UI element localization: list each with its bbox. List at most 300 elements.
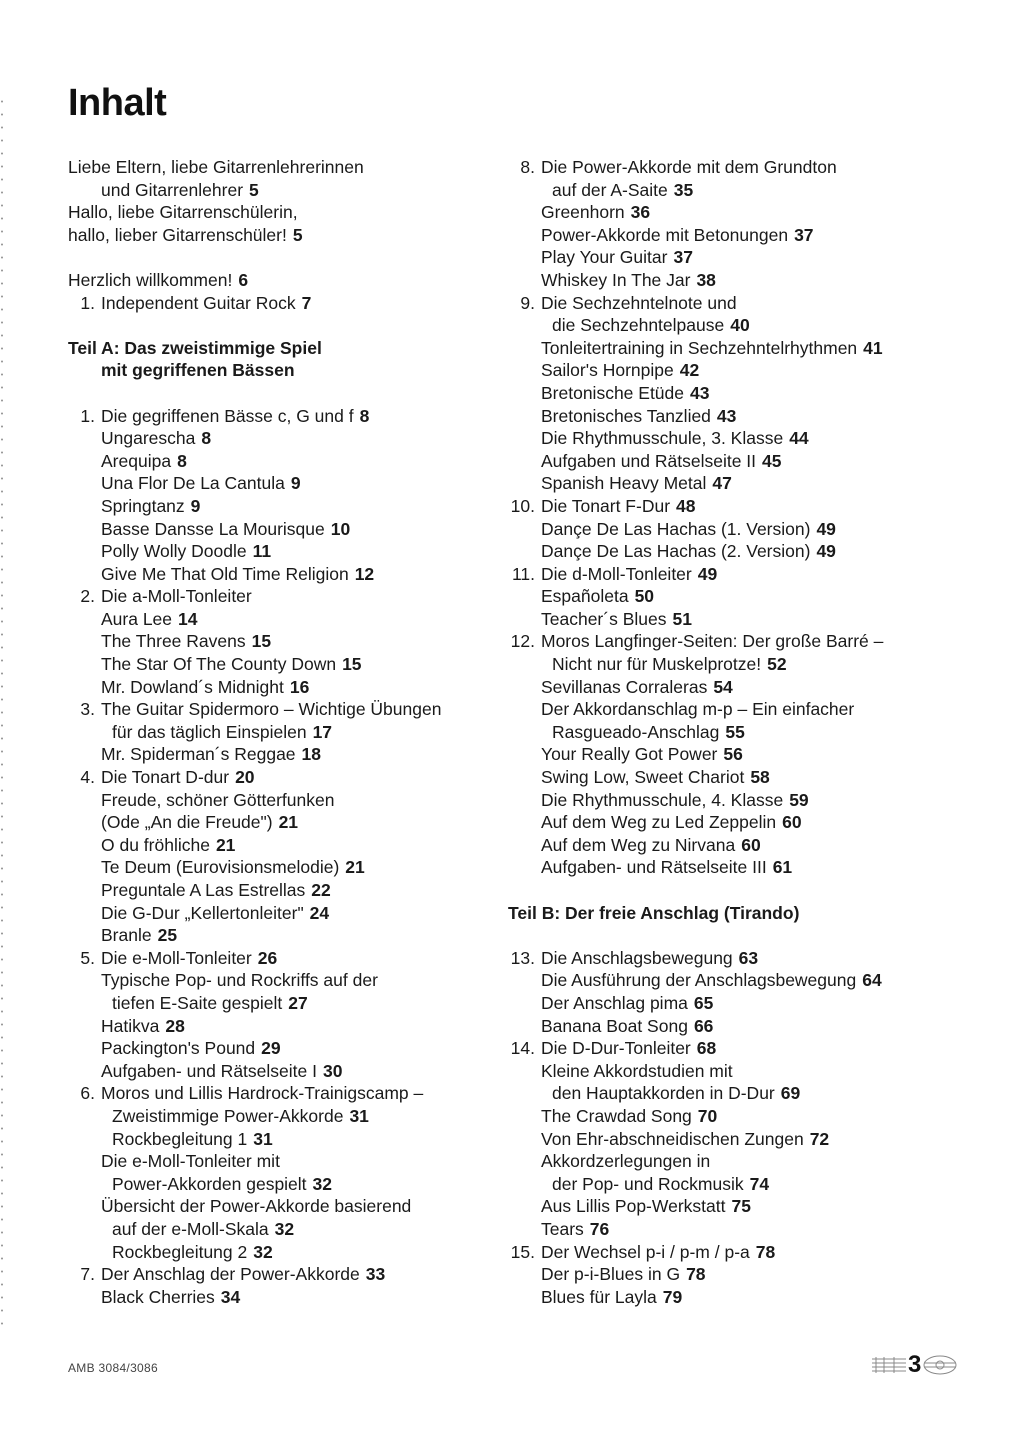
toc-entry-title xyxy=(541,382,709,405)
toc-page-number: 78 xyxy=(755,1241,776,1262)
toc-entry xyxy=(508,518,978,541)
toc-entry-label: Tonleitertraining in Sechzehntelrhythmen xyxy=(541,337,858,358)
toc-entry xyxy=(68,518,488,541)
toc-entry xyxy=(68,1173,488,1196)
toc-entry-label: Die e-Moll-Tonleiter mit xyxy=(101,1151,280,1172)
toc-entry xyxy=(68,811,488,834)
toc-entry-title xyxy=(541,766,770,789)
toc-entry-title xyxy=(112,1241,273,1264)
toc-entry-label: auf der A-Saite xyxy=(552,179,668,200)
toc-entry-label: Die a-Moll-Tonleiter xyxy=(101,586,252,607)
toc-entry xyxy=(508,608,978,631)
toc-entry-title xyxy=(541,359,699,382)
toc-entry xyxy=(508,947,978,970)
toc-page-number: 55 xyxy=(725,721,745,742)
toc-entry-label: mit gegriffenen Bässen xyxy=(101,360,295,381)
toc-entry-title xyxy=(101,902,329,925)
toc-entry xyxy=(508,359,978,382)
toc-entry-label: Moros Langfinger-Seiten: Der große Barré – xyxy=(541,631,884,652)
toc-entry-number: 6. xyxy=(80,1083,95,1104)
toc-entry-label: Dançe De Las Hachas (2. Version) xyxy=(541,541,811,562)
toc-entry-title xyxy=(101,1037,281,1060)
toc-entry xyxy=(68,156,488,179)
toc-entry-label: Teil A: Das zweistimmige Spiel xyxy=(68,337,322,358)
toc-entry xyxy=(68,1241,488,1264)
toc-entry-label: Die e-Moll-Tonleiter xyxy=(101,947,252,968)
toc-entry xyxy=(68,947,488,970)
toc-entry-label: Sevillanas Corraleras xyxy=(541,676,708,697)
toc-entry xyxy=(68,721,488,744)
toc-entry-label: Liebe Eltern, liebe Gitarrenlehrerinnen xyxy=(68,157,364,177)
toc-entry-title xyxy=(541,1218,609,1241)
toc-entry-title xyxy=(112,1218,294,1241)
toc-entry xyxy=(68,269,488,292)
toc-entry-title xyxy=(101,789,334,812)
spacer xyxy=(508,879,978,902)
toc-entry xyxy=(68,224,488,247)
toc-entry-title xyxy=(541,224,814,247)
toc-entry xyxy=(508,224,978,247)
toc-entry xyxy=(508,540,978,563)
toc-page-number: 50 xyxy=(634,586,655,607)
toc-page-number: 28 xyxy=(165,1015,185,1036)
toc-entry-label: Banana Boat Song xyxy=(541,1015,688,1036)
toc-entry-label: Power-Akkorden gespielt xyxy=(112,1173,307,1194)
toc-entry-label: Zweistimmige Power-Akkorde xyxy=(112,1105,344,1126)
page-number: 3 xyxy=(908,1351,922,1378)
toc-entry-title xyxy=(541,1286,682,1309)
toc-page-number: 24 xyxy=(309,902,330,923)
toc-entry-label: Aura Lee xyxy=(101,608,173,629)
toc-entry-number: 2. xyxy=(80,586,95,607)
toc-entry xyxy=(68,585,488,608)
toc-entry-title xyxy=(68,156,364,179)
toc-entry-title xyxy=(541,608,692,631)
toc-entry-label: auf der e-Moll-Skala xyxy=(112,1218,269,1239)
toc-entry-title xyxy=(541,1128,829,1151)
toc-entry-label: Nicht nur für Muskelprotze! xyxy=(552,654,762,675)
toc-entry-title xyxy=(541,1241,775,1264)
toc-entry-number: 1. xyxy=(80,405,95,426)
toc-entry xyxy=(508,1037,978,1060)
toc-entry-label: Der Wechsel p-i / p-m / p-a xyxy=(541,1241,750,1262)
toc-entry xyxy=(508,405,978,428)
toc-entry-label: tiefen E-Saite gespielt xyxy=(112,992,283,1013)
toc-entry-label: Die d-Moll-Tonleiter xyxy=(541,563,692,584)
toc-entry xyxy=(68,969,488,992)
toc-entry-label: Arequipa xyxy=(101,450,172,471)
toc-entry-title xyxy=(101,924,177,947)
toc-page-number: 54 xyxy=(713,676,733,697)
toc-entry xyxy=(68,1037,488,1060)
toc-entry-title xyxy=(101,1060,342,1083)
toc-entry xyxy=(508,427,978,450)
toc-entry xyxy=(68,924,488,947)
toc-entry-label: Die Ausführung der Anschlagsbewegung xyxy=(541,970,857,991)
toc-entry-label: Hatikva xyxy=(101,1015,160,1036)
toc-page-number: 30 xyxy=(322,1060,343,1081)
toc-entry-label: Die Rhythmusschule, 4. Klasse xyxy=(541,789,784,810)
toc-entry-title xyxy=(541,811,802,834)
toc-entry xyxy=(508,156,978,179)
toc-page-number: 65 xyxy=(693,992,714,1013)
toc-page-number: 37 xyxy=(673,247,693,268)
toc-page-number: 49 xyxy=(816,541,836,562)
toc-entry-label: The Three Ravens xyxy=(101,631,246,652)
toc-entry xyxy=(508,743,978,766)
toc-entry-label: Die G-Dur „Kellertonleiter" xyxy=(101,902,304,923)
toc-entry-label: Freude, schöner Götterfunken xyxy=(101,789,335,810)
toc-entry-title xyxy=(101,405,369,428)
toc-entry-title xyxy=(541,992,713,1015)
toc-entry-title xyxy=(541,201,650,224)
toc-entry-label: O du fröhliche xyxy=(101,834,210,855)
toc-page-number: 66 xyxy=(693,1015,714,1036)
toc-entry-title xyxy=(101,585,252,608)
toc-entry-label: Swing Low, Sweet Chariot xyxy=(541,767,745,788)
toc-entry xyxy=(68,1128,488,1151)
toc-entry-label: Españoleta xyxy=(541,586,629,607)
toc-entry xyxy=(68,405,488,428)
toc-page-number: 15 xyxy=(251,631,272,652)
toc-entry-title xyxy=(541,1105,717,1128)
toc-entry-label: Teacher´s Blues xyxy=(541,608,667,629)
toc-entry-label: Die Sechzehntelnote und xyxy=(541,292,737,313)
toc-entry-title xyxy=(541,969,882,992)
toc-entry-title xyxy=(541,676,733,699)
toc-entry-title xyxy=(101,472,301,495)
toc-entry-label: Herzlich willkommen! xyxy=(68,269,233,290)
spacer xyxy=(68,382,488,405)
toc-entry-number: 4. xyxy=(80,767,95,788)
toc-entry-label: Polly Wolly Doodle xyxy=(101,541,247,562)
toc-entry-label: Branle xyxy=(101,925,152,946)
toc-entry-title xyxy=(541,1037,716,1060)
toc-entry xyxy=(508,201,978,224)
toc-page-number: 75 xyxy=(731,1196,751,1217)
toc-entry-title xyxy=(101,766,255,789)
toc-entry xyxy=(508,653,978,676)
toc-entry-label: Hallo, liebe Gitarrenschülerin, xyxy=(68,202,298,223)
toc-entry xyxy=(68,698,488,721)
toc-entry-title xyxy=(68,337,322,360)
toc-entry-label: Auf dem Weg zu Led Zeppelin xyxy=(541,812,777,833)
toc-page-number: 72 xyxy=(809,1128,830,1149)
toc-entry-label: Die Tonart F-Dur xyxy=(541,495,671,516)
toc-entry-title xyxy=(112,1105,369,1128)
toc-entry xyxy=(508,563,978,586)
toc-page-number: 69 xyxy=(780,1083,801,1104)
toc-page-number: 10 xyxy=(330,518,351,539)
toc-entry-title xyxy=(541,427,809,450)
toc-entry xyxy=(68,1060,488,1083)
toc-entry xyxy=(508,721,978,744)
toc-left-column xyxy=(68,156,488,1308)
toc-entry-label: (Ode „An die Freude") xyxy=(101,812,273,833)
toc-page-number: 78 xyxy=(686,1264,706,1285)
toc-entry-label: Die Tonart D-dur xyxy=(101,767,230,788)
toc-right-column xyxy=(508,156,978,1308)
toc-entry xyxy=(508,1263,978,1286)
toc-page-number: 29 xyxy=(261,1038,281,1059)
toc-entry-title xyxy=(101,450,187,473)
toc-page-number: 31 xyxy=(253,1128,273,1149)
toc-entry-title xyxy=(68,224,303,247)
toc-entry-label: Übersicht der Power-Akkorde basierend xyxy=(101,1196,412,1217)
toc-page-number: 14 xyxy=(178,608,198,629)
page-number-badge xyxy=(870,1351,960,1379)
toc-entry xyxy=(508,789,978,812)
toc-entry xyxy=(508,1286,978,1309)
toc-entry-title xyxy=(541,156,837,179)
toc-entry-label: Packington's Pound xyxy=(101,1038,256,1059)
toc-entry-title xyxy=(541,246,693,269)
toc-entry-title xyxy=(101,563,374,586)
toc-entry xyxy=(68,1150,488,1173)
toc-entry-title xyxy=(101,1263,385,1286)
toc-entry xyxy=(68,834,488,857)
toc-entry-title xyxy=(541,518,836,541)
toc-entry-title xyxy=(101,1082,423,1105)
toc-entry-label: Kleine Akkordstudien mit xyxy=(541,1060,733,1081)
toc-entry-title xyxy=(541,1060,733,1083)
toc-entry-number: 1. xyxy=(80,292,95,313)
toc-entry-label: Play Your Guitar xyxy=(541,247,668,268)
toc-page-number: 12 xyxy=(354,563,375,584)
catalog-code: AMB 3084/3086 xyxy=(68,1361,158,1375)
toc-page-number: 36 xyxy=(630,202,651,223)
toc-entry xyxy=(68,743,488,766)
toc-entry-label: Aufgaben und Rätselseite II xyxy=(541,450,757,471)
toc-entry xyxy=(68,1195,488,1218)
toc-section-heading xyxy=(68,359,488,382)
toc-page-number: 9 xyxy=(290,473,301,494)
toc-entry xyxy=(508,1173,978,1196)
toc-entry xyxy=(68,201,488,224)
toc-entry-title xyxy=(101,743,321,766)
toc-entry-label: Bretonische Etüde xyxy=(541,382,685,403)
toc-entry-number: 12. xyxy=(510,631,535,652)
toc-entry xyxy=(68,179,488,202)
toc-entry-title xyxy=(101,518,350,541)
toc-page-number: 27 xyxy=(288,992,308,1013)
toc-entry-title xyxy=(541,834,761,857)
toc-entry xyxy=(508,450,978,473)
toc-page-number: 21 xyxy=(215,834,236,855)
toc-entry xyxy=(508,1241,978,1264)
toc-entry-label: Ungarescha xyxy=(101,428,196,449)
toc-entry-number: 10. xyxy=(510,495,535,516)
toc-entry xyxy=(508,246,978,269)
toc-page-number: 20 xyxy=(235,767,255,788)
toc-entry-title xyxy=(541,540,836,563)
toc-entry-label: Whiskey In The Jar xyxy=(541,269,691,290)
toc-page-number: 79 xyxy=(662,1286,683,1307)
toc-entry xyxy=(508,856,978,879)
toc-entry-title xyxy=(101,179,259,202)
toc-entry-label: Your Really Got Power xyxy=(541,744,718,765)
toc-entry-title xyxy=(541,856,792,879)
toc-entry-title xyxy=(101,811,298,834)
toc-entry xyxy=(68,653,488,676)
toc-entry-label: die Sechzehntelpause xyxy=(552,315,725,336)
toc-page-number: 8 xyxy=(177,450,187,471)
toc-entry-label: und Gitarrenlehrer xyxy=(101,179,244,200)
toc-entry-title xyxy=(541,698,854,721)
toc-entry xyxy=(508,1015,978,1038)
toc-entry-title xyxy=(101,834,235,857)
toc-page-number: 17 xyxy=(312,721,333,742)
toc-page-number: 58 xyxy=(750,767,770,788)
toc-entry-label: den Hauptakkorden in D-Dur xyxy=(552,1083,775,1104)
toc-page-number: 21 xyxy=(345,857,365,878)
toc-page-number: 52 xyxy=(767,654,787,675)
toc-page-number: 64 xyxy=(862,970,882,991)
toc-entry-label: Mr. Dowland´s Midnight xyxy=(101,676,284,697)
toc-page-number: 37 xyxy=(794,224,814,245)
toc-entry xyxy=(68,608,488,631)
toc-entry-title xyxy=(101,698,441,721)
toc-page-number: 61 xyxy=(772,857,793,878)
toc-entry-label: Auf dem Weg zu Nirvana xyxy=(541,834,736,855)
toc-page-number: 70 xyxy=(697,1105,718,1126)
toc-entry-number: 11. xyxy=(511,563,535,584)
toc-entry-title xyxy=(541,292,737,315)
toc-entry-label: Der p-i-Blues in G xyxy=(541,1264,681,1285)
toc-page-number: 41 xyxy=(863,337,883,358)
toc-entry-label: Te Deum (Eurovisionsmelodie) xyxy=(101,857,340,878)
toc-entry-title xyxy=(101,1015,185,1038)
toc-entry-number: 3. xyxy=(80,699,95,720)
toc-entry-label: Die D-Dur-Tonleiter xyxy=(541,1038,691,1059)
toc-entry xyxy=(68,1082,488,1105)
toc-entry-title xyxy=(101,676,309,699)
toc-entry-label: The Guitar Spidermoro – Wichtige Übungen xyxy=(101,699,442,720)
toc-entry xyxy=(68,879,488,902)
toc-entry xyxy=(68,1218,488,1241)
toc-entry-title xyxy=(101,1195,411,1218)
toc-entry-label: Rasgueado-Anschlag xyxy=(552,721,720,742)
toc-entry-label: Springtanz xyxy=(101,495,185,516)
toc-entry-title xyxy=(541,1195,751,1218)
toc-entry-title xyxy=(101,1150,280,1173)
toc-entry xyxy=(508,269,978,292)
toc-entry xyxy=(68,856,488,879)
toc-entry xyxy=(508,1082,978,1105)
toc-entry xyxy=(68,992,488,1015)
toc-entry xyxy=(508,834,978,857)
toc-entry-label: Give Me That Old Time Religion xyxy=(101,563,349,584)
toc-entry xyxy=(508,472,978,495)
toc-entry-label: Aus Lillis Pop-Werkstatt xyxy=(541,1196,726,1217)
toc-page-number: 18 xyxy=(301,744,322,765)
toc-entry-label: Der Anschlag der Power-Akkorde xyxy=(101,1264,360,1285)
toc-page-number: 43 xyxy=(716,405,737,426)
spacer xyxy=(68,246,488,269)
toc-page-number: 48 xyxy=(676,495,696,516)
toc-entry-label: Akkordzerlegungen in xyxy=(541,1151,711,1172)
toc-page-number: 59 xyxy=(789,789,809,810)
toc-page-number: 35 xyxy=(673,179,694,200)
toc-entry-number: 5. xyxy=(80,947,95,968)
toc-page-number: 49 xyxy=(816,518,836,539)
toc-entry-label: Die Rhythmusschule, 3. Klasse xyxy=(541,428,784,449)
toc-entry-title xyxy=(541,472,732,495)
toc-page-number: 8 xyxy=(201,428,212,449)
toc-entry-label: der Pop- und Rockmusik xyxy=(552,1173,744,1194)
toc-entry-title xyxy=(101,359,295,382)
toc-page-number: 21 xyxy=(278,812,299,833)
toc-entry-title xyxy=(101,947,277,970)
toc-entry-number: 7. xyxy=(80,1264,95,1285)
toc-entry xyxy=(508,1128,978,1151)
toc-entry xyxy=(68,1286,488,1309)
toc-page-number: 38 xyxy=(696,269,716,290)
toc-entry xyxy=(68,472,488,495)
toc-entry-title xyxy=(541,585,654,608)
toc-entry-label: Bretonisches Tanzlied xyxy=(541,405,711,426)
page-title: Inhalt xyxy=(68,82,167,124)
toc-entry-title xyxy=(101,427,211,450)
toc-entry-title xyxy=(508,902,799,925)
toc-entry-number: 8. xyxy=(520,157,535,177)
toc-entry-label: Rockbegleitung 1 xyxy=(112,1128,248,1149)
spacer xyxy=(508,924,978,947)
toc-page-number: 47 xyxy=(712,473,732,494)
toc-entry xyxy=(68,902,488,925)
toc-entry-title xyxy=(552,721,745,744)
toc-entry-title xyxy=(101,540,271,563)
toc-page-number: 5 xyxy=(292,224,303,245)
toc-entry-title xyxy=(101,969,378,992)
spacer xyxy=(68,314,488,337)
toc-entry xyxy=(68,427,488,450)
toc-page-number: 68 xyxy=(696,1038,717,1059)
toc-entry xyxy=(68,1105,488,1128)
toc-entry xyxy=(508,1060,978,1083)
toc-page-number: 43 xyxy=(690,382,710,403)
toc-entry xyxy=(508,811,978,834)
toc-entry-label: Sailor's Hornpipe xyxy=(541,360,674,381)
toc-entry-label: The Crawdad Song xyxy=(541,1105,692,1126)
toc-page-number: 51 xyxy=(672,608,692,629)
toc-entry xyxy=(68,676,488,699)
toc-entry-title xyxy=(541,450,781,473)
toc-entry xyxy=(68,789,488,812)
toc-entry-title xyxy=(101,608,198,631)
toc-page-number: 40 xyxy=(730,315,750,336)
toc-page-number: 60 xyxy=(782,812,802,833)
toc-entry-title xyxy=(552,653,787,676)
toc-entry-title xyxy=(541,947,758,970)
toc-entry xyxy=(508,766,978,789)
toc-entry-title xyxy=(541,1263,706,1286)
toc-entry-title xyxy=(541,337,883,360)
toc-entry-number: 15. xyxy=(510,1241,535,1262)
toc-entry-label: Greenhorn xyxy=(541,202,625,223)
toc-page-number: 16 xyxy=(289,676,310,697)
toc-page-number: 42 xyxy=(679,360,700,381)
toc-entry-title xyxy=(112,1128,273,1151)
toc-entry xyxy=(508,292,978,315)
toc-page-number: 60 xyxy=(741,834,761,855)
toc-page-number: 22 xyxy=(311,880,331,900)
toc-entry-title xyxy=(541,743,743,766)
toc-entry-title xyxy=(552,179,693,202)
toc-page-number: 25 xyxy=(157,925,178,946)
toc-page-number: 6 xyxy=(238,269,249,290)
toc-page-number: 26 xyxy=(257,947,278,968)
